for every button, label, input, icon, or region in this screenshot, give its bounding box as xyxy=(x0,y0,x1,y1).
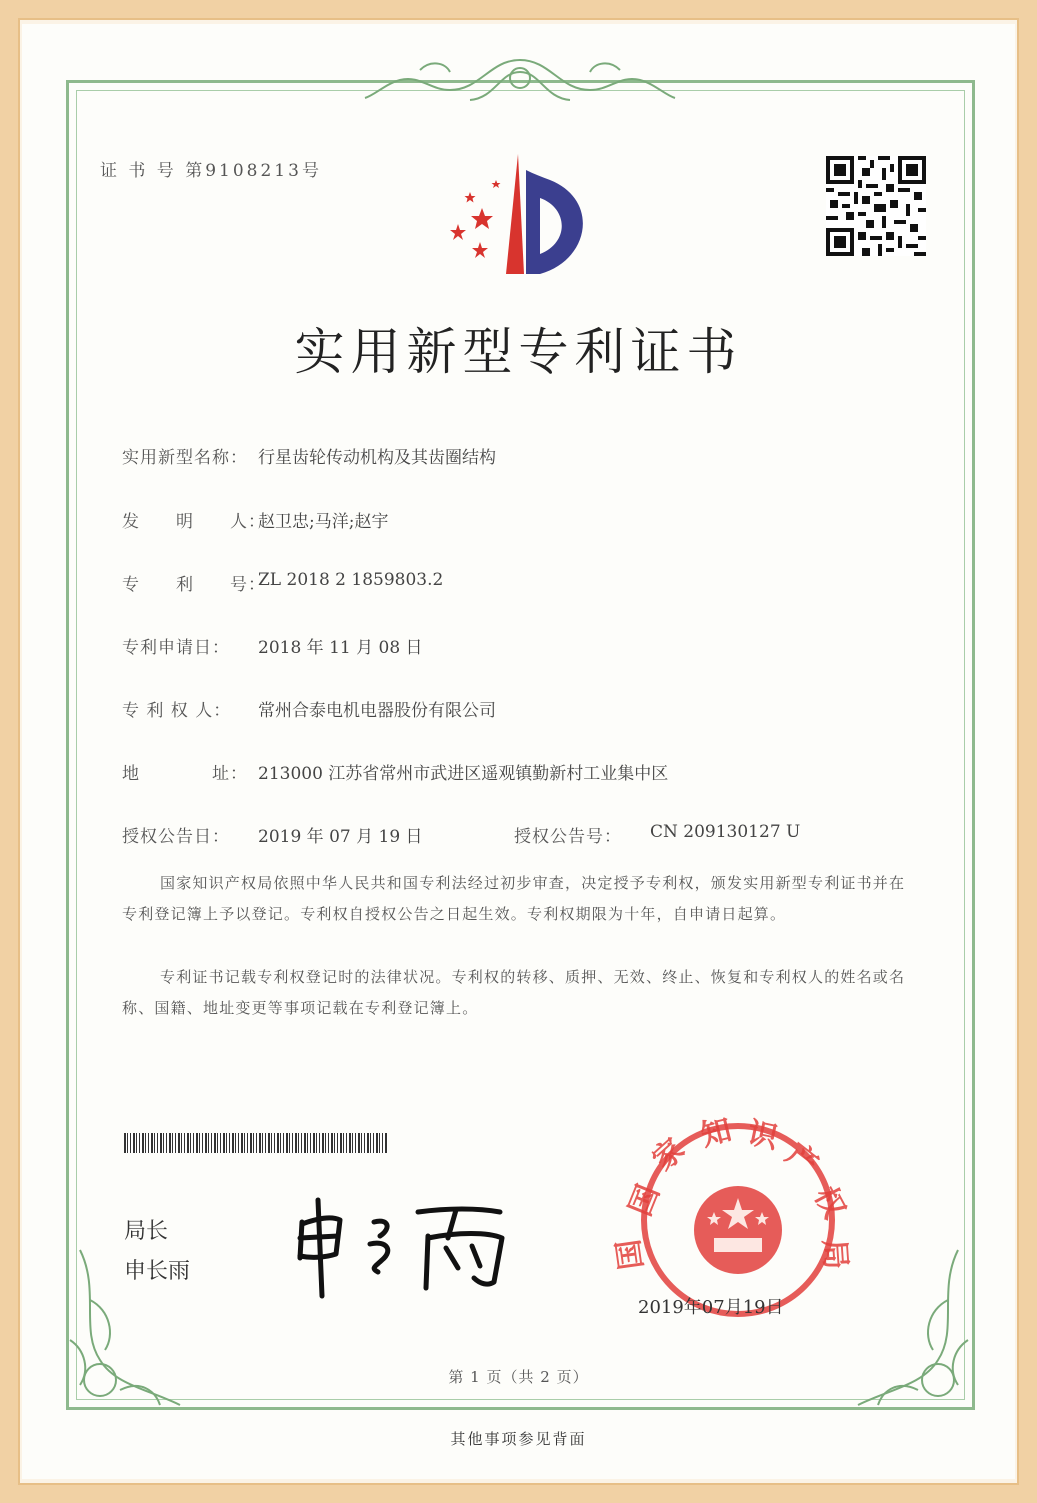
official-seal xyxy=(611,1112,858,1320)
top-ornament-icon xyxy=(360,50,680,110)
seal-date: 2019年07月19日 xyxy=(638,1297,784,1318)
body-paragraph-1: 国家知识产权局依照中华人民共和国专利法经过初步审查，决定授予专利权，颁发实用新型专利证书并在专利登记簿上予以登记。专利权自授权公告之日起生效。专利权期限为十年，自申请日起算。 xyxy=(122,874,906,923)
back-note: 其他事项参见背面 xyxy=(450,1430,587,1448)
certificate-title: 实用新型专利证书 xyxy=(294,323,743,381)
grant-date-label: 授权公告日： xyxy=(122,827,230,847)
utility-model-name-label: 实用新型名称： xyxy=(122,448,248,468)
body-paragraph-2: 专利证书记载专利权登记时的法律状况。专利权的转移、质押、无效、终止、恢复和专利权人的姓名或名称、国籍、地址变更等事项记载在专利登记簿上。 xyxy=(122,968,906,1017)
certificate-number xyxy=(100,156,322,181)
utility-model-name-value: 行星齿轮传动机构及其齿圈结构 xyxy=(258,448,496,468)
grant-number-value: CN 209130127 U xyxy=(650,822,801,842)
inventor-label: 发 明 人： xyxy=(122,512,266,532)
svg-text:知: 知 xyxy=(697,1112,736,1154)
patent-number-value: ZL 2018 2 1859803.2 xyxy=(258,570,444,590)
patent-number-label: 专 利 号： xyxy=(122,575,266,595)
director-title: 局长 xyxy=(124,1219,169,1244)
cnipa-logo-icon xyxy=(440,150,610,280)
certificate-number-value: 9108213 xyxy=(205,161,302,181)
grant-date-value: 2019 年 07 月 19 日 xyxy=(258,827,423,847)
svg-text:国: 国 xyxy=(622,1180,667,1221)
certificate-number-suffix: 号 xyxy=(301,161,322,181)
certificate-number-label: 证 书 号 第 xyxy=(100,161,206,181)
address-value: 213000 江苏省常州市武进区遥观镇勤新村工业集中区 xyxy=(258,764,669,784)
patentee-value: 常州合泰电机电器股份有限公司 xyxy=(258,701,496,721)
svg-text:产: 产 xyxy=(779,1136,825,1183)
application-date-value: 2018 年 11 月 08 日 xyxy=(258,638,423,658)
qr-code-icon xyxy=(826,156,926,256)
application-date-label: 专利申请日： xyxy=(122,638,230,658)
svg-text:局: 局 xyxy=(816,1238,854,1271)
grant-number-label: 授权公告号： xyxy=(514,827,622,847)
svg-text:权: 权 xyxy=(806,1181,852,1225)
inventor-value: 赵卫忠;马洋;赵宇 xyxy=(258,512,389,532)
svg-text:家: 家 xyxy=(645,1131,692,1178)
patentee-label: 专 利 权 人： xyxy=(122,701,232,721)
director-name: 申长雨 xyxy=(124,1259,191,1284)
svg-text:识: 识 xyxy=(744,1115,781,1157)
address-label: 地 址： xyxy=(122,764,248,784)
page-number: 第 1 页（共 2 页） xyxy=(448,1368,589,1386)
director-signature xyxy=(288,1192,528,1302)
barcode xyxy=(124,1133,388,1153)
svg-text:国: 国 xyxy=(611,1237,650,1272)
